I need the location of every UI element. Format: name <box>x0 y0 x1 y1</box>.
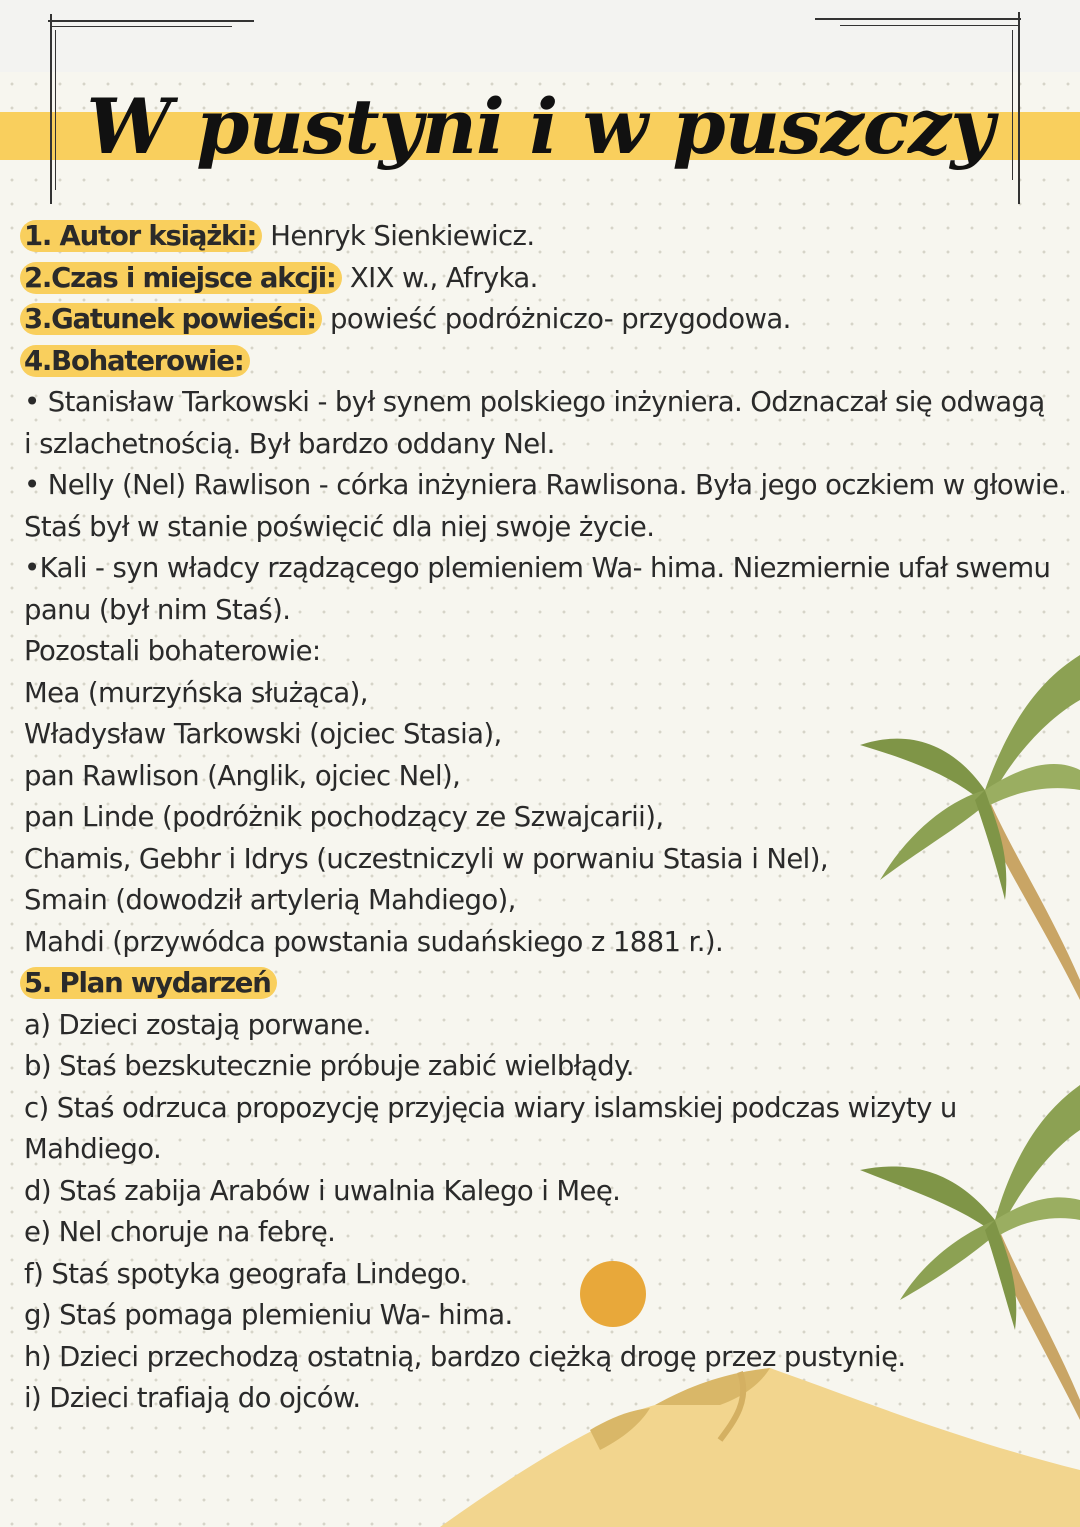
heroes-line: Mahdi (przywódca powstania sudańskiego z 1881 r.). <box>24 925 724 958</box>
frame-line-right-top <box>815 18 1021 20</box>
heroes-heading-line <box>24 341 1064 383</box>
heroes-line: Staś był w stanie poświęcić dla niej swoje życie. <box>24 510 655 543</box>
heroes-line: pan Linde (podróżnik pochodzący ze Szwajcarii), <box>24 801 664 833</box>
plan-line: b) Staś bezskutecznie próbuje zabić wielbłądy. <box>24 1050 634 1082</box>
heroes-line: Chamis, Gebhr i Idrys (uczestniczyli w porwaniu Stasia i Nel), <box>24 842 828 875</box>
heroes-label: 4.Bohaterowie: <box>20 345 250 377</box>
heroes-line: • Nelly (Nel) Rawlison - córka inżyniera Rawlisona. Była jego oczkiem w głowie. <box>24 469 1067 501</box>
notes-content <box>24 216 1067 1420</box>
author-value: Henryk Sienkiewicz. <box>262 220 535 252</box>
heroes-line: i szlachetnością. Był bardzo oddany Nel. <box>24 427 555 460</box>
time-place-value: XIX w., Afryka. <box>341 261 538 294</box>
plan-label: 5. Plan wydarzeń <box>20 967 277 999</box>
plan-line: i) Dzieci trafiają do ojców. <box>24 1382 361 1414</box>
heroes-line: • Stanisław Tarkowski - był synem polskiego inżyniera. Odznaczał się odwagą <box>24 386 1045 418</box>
time-place-label: 2.Czas i miejsce akcji: <box>20 262 342 294</box>
page-title: W pustyni i w puszczy <box>86 82 994 171</box>
plan-line: f) Staś spotyka geografa Lindego. <box>24 1257 468 1290</box>
author-line <box>24 216 1064 258</box>
plan-line: d) Staś zabija Arabów i uwalnia Kalego i Meę. <box>24 1174 621 1207</box>
frame-line-left-top <box>48 20 254 22</box>
genre-line <box>24 299 1064 341</box>
genre-label: 3.Gatunek powieści: <box>20 303 322 335</box>
plan-line: h) Dzieci przechodzą ostatnią, bardzo ciężką drogę przez pustynię. <box>24 1340 906 1373</box>
plan-heading-line <box>24 963 1064 1005</box>
plan-line: a) Dzieci zostają porwane. <box>24 1008 371 1041</box>
plan-line: c) Staś odrzuca propozycję przyjęcia wiary islamskiej podczas wizyty u <box>24 1091 957 1124</box>
heroes-line: •Kali - syn władcy rządzącego plemieniem Wa- hima. Niezmiernie ufał swemu <box>24 552 1051 584</box>
time-place-line <box>24 258 1064 300</box>
plan-line: g) Staś pomaga plemieniu Wa- hima. <box>24 1299 513 1331</box>
heroes-line: pan Rawlison (Anglik, ojciec Nel), <box>24 759 461 792</box>
frame-line-left-top-2 <box>52 26 232 27</box>
plan-line: e) Nel choruje na febrę. <box>24 1216 336 1248</box>
heroes-line: Pozostali bohaterowie: <box>24 635 321 667</box>
heroes-line: Smain (dowodził artylerią Mahdiego), <box>24 884 516 916</box>
author-label: 1. Autor książki: <box>20 220 262 252</box>
heroes-line: Mea (murzyńska służąca), <box>24 676 368 709</box>
plan-line: Mahdiego. <box>24 1133 162 1165</box>
genre-value: powieść podróżniczo- przygodowa. <box>321 303 791 335</box>
frame-line-right-top-2 <box>840 25 1018 26</box>
heroes-line: panu (był nim Staś). <box>24 593 291 626</box>
heroes-line: Władysław Tarkowski (ojciec Stasia), <box>24 718 502 750</box>
